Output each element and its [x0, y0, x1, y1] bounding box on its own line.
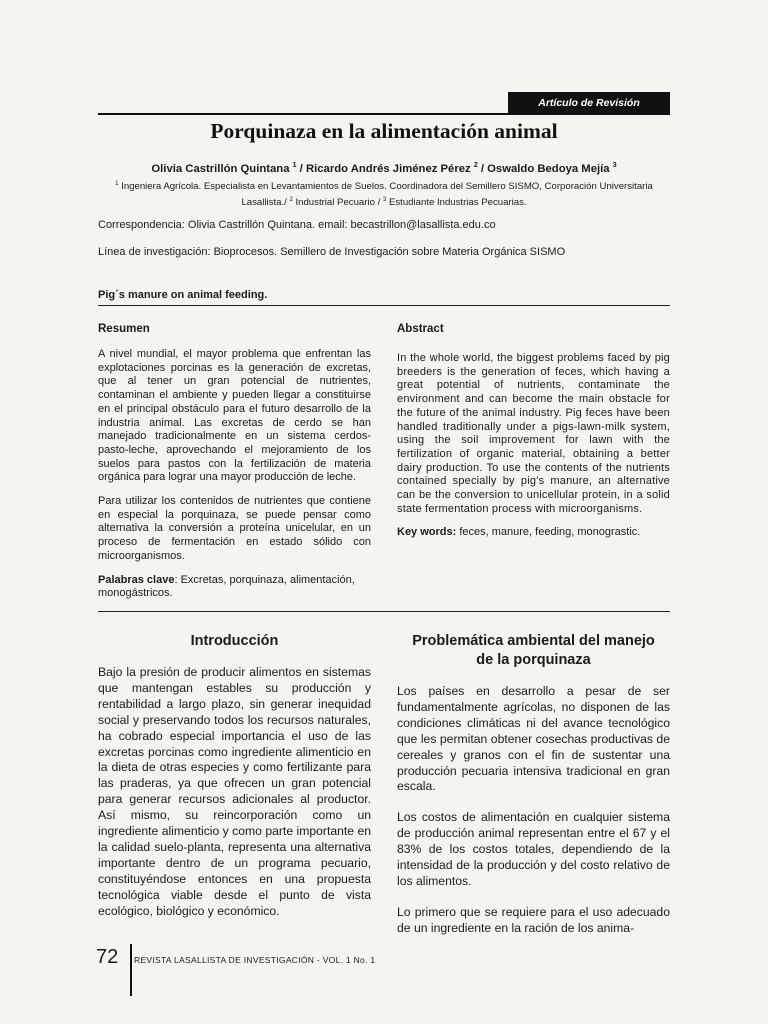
affil-text: Estudiante Industrias Pecuarias. [388, 196, 527, 208]
problem-heading-line: Problemática ambiental del manejo [412, 633, 655, 649]
journal-name: REVISTA LASALLISTA DE INVESTIGACIÓN - VOL. 1 No. 1 [134, 955, 376, 965]
resumen-paragraph: Para utilizar los contenidos de nutrientes que contiene en especial la porquinaza, se puede pensar como alternativa la conversión a proteína unicelular, en un proceso de fermentación en estado sólido con microorganismos. [98, 495, 371, 562]
resumen-paragraph: A nivel mundial, el mayor problema que enfrentan las explotaciones porcinas es la generación de excretas, que al tener un gran potencial de nutrientes, contaminan el ambiente y pueden llegar a constituirse en el principal obstáculo para el futuro desarrollo de la industria animal. Las excretas de cerdo se han manejado tradicionalmente en un sistema cerdos-pasto-leche, aprovechando el mejoramiento de los suelos para pastos con la fertilización de materia orgánica para lograr una mayor producción de leche. [98, 348, 371, 484]
affil-sup: 2 [289, 196, 293, 203]
resumen-keywords [98, 574, 371, 601]
author-name: Olivia Castrillón Quintana [151, 162, 290, 175]
keywords-text: feces, manure, feeding, monograstic. [456, 526, 641, 539]
correspondence: Correspondencia: Olivia Castrillón Quintana. email: becastrillon@lasallista.edu.co [98, 219, 496, 231]
abstract-keywords [397, 526, 670, 540]
affil-text: Industrial Pecuario / [295, 196, 381, 208]
abstract-paragraph: In the whole world, the biggest problems faced by pig breeders is the generation of feces, which having a great potential of nutrients, contaminate the environment and can become the main obstacle for the future of the animal industry. Pig feces have been handled traditionally under a pigs-lawn-milk system, using the soil improvement for lawn with the fertilization of organic material, obtaining a better dairy production. To use the contents of the nutrients contained specially by pig’s manure, an alternative can be the conversion to unicellular protein, in a solid state fermentation process with microorganisms. [397, 352, 670, 515]
research-line: Línea de investigación: Bioprocesos. Semillero de Investigación sobre Materia Orgánica SISMO [98, 246, 566, 258]
resumen-heading: Resumen [98, 323, 150, 335]
author-sup: 2 [473, 162, 478, 169]
footer-divider [130, 944, 132, 996]
author-separator: / [477, 162, 488, 175]
problem-paragraph: Los países en desarrollo a pesar de ser fundamentalmente agrícolas, no disponen de las condiciones climáticas ni del avance tecnológico que les permitan obtener cosechas productivas de cereales y granos con el fin de sustentar una producción pecuaria intensiva tradicional en gran escala. [397, 684, 670, 794]
problem-heading [397, 632, 670, 670]
problem-heading-line: de la porquinaza [476, 652, 591, 668]
problem-paragraph: Los costos de alimentación en cualquier sistema de producción animal representan entre el 67 y el 83% de los costos totales, dependiendo de la intensidad de la producción y del costo relativo de los alimentos. [397, 810, 670, 888]
affil-sup: 1 [115, 181, 119, 187]
intro-paragraph: Bajo la presión de producir alimentos en sistemas que mantengan estables su producción y rentabilidad a largo plazo, sin generar inequidad social y preservando todos los recursos naturales, ha cobrado especial importancia el uso de las excretas porcinas como ingrediente alimenticio en la dieta de otras especies y como fertilizante para las praderas, ya que ofrecen un gran potencial para generar recursos adicionales al productor. Así mismo, su reincorporación como un ingrediente alimenticio y como parte importante en la calidad suelo-planta, representa una alternativa importante dentro de un programa pecuario, constituyéndose entonces en una propuesta tecnológica viable desde el punto de vista ecológico, biológico y económico. [98, 665, 372, 918]
author-name: Oswaldo Bedoya Mejía [487, 162, 610, 175]
intro-heading: Introducción [190, 633, 279, 649]
header-divider [98, 113, 670, 115]
author-sup: 1 [292, 162, 297, 169]
author-name: Ricardo Andrés Jiménez Pérez [305, 162, 471, 175]
author-list [98, 162, 670, 175]
author-sup: 3 [612, 162, 617, 169]
article-title: Porquinaza en la alimentación animal [210, 119, 558, 143]
page-number: 72 [96, 946, 119, 968]
abstract-heading: Abstract [397, 323, 444, 335]
article-type-badge: Artículo de Revisión [508, 92, 670, 114]
affil-sup: 3 [382, 196, 387, 203]
section-divider [98, 611, 670, 612]
problem-paragraph: Lo primero que se requiere para el uso adecuado de un ingrediente en la ración de los anima- [397, 904, 670, 935]
author-separator: / [296, 162, 306, 175]
affil-text: Ingeniera Agrícola. Especialista en Levantamientos de Suelos. Coordinadora del Semillero SISMO, Corporación Universitaria Lasallista./ [121, 181, 653, 208]
resumen-body [98, 348, 371, 611]
english-title: Pig´s manure on animal feeding. [98, 289, 268, 301]
keywords-label: Palabras clave [98, 573, 175, 586]
problem-body [397, 684, 670, 952]
affiliations [110, 178, 658, 209]
intro-body [98, 665, 371, 935]
keywords-text: : Excretas, porquinaza, alimentación, monogástricos. [98, 573, 355, 600]
abstract-body [397, 352, 670, 550]
keywords-label: Key words: [397, 526, 457, 539]
section-divider [98, 305, 670, 306]
